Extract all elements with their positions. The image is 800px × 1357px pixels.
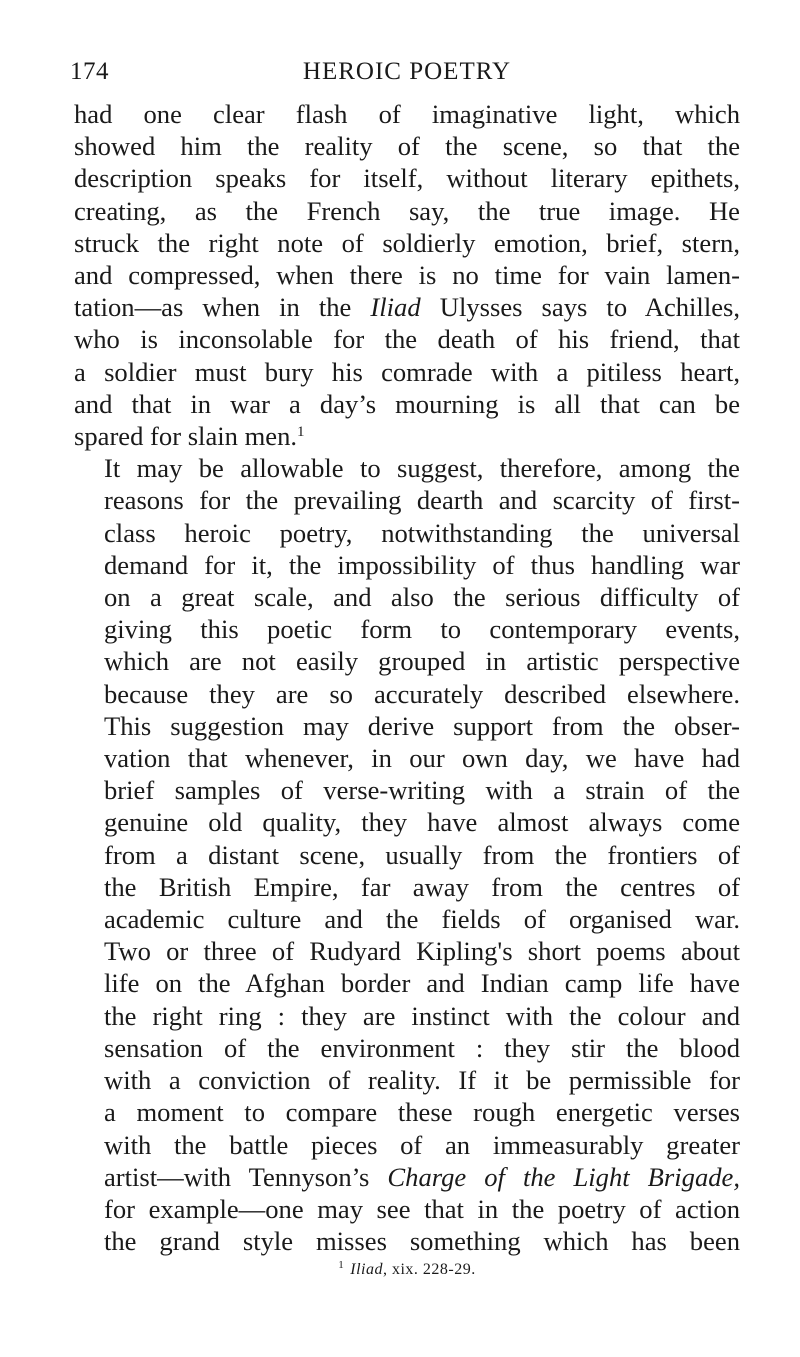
text-line: academic culture and the fields of organised war.: [104, 904, 740, 935]
text-line: Two or three of Rudyard Kipling's short poems about: [104, 936, 740, 967]
text-line: demand for it, the impossibility of thus handling war: [104, 549, 740, 580]
text-line: a soldier must bury his comrade with a pitiless heart,: [74, 356, 740, 387]
text-line: the grand style misses something which has been: [104, 1226, 740, 1257]
page-number: 174: [70, 58, 109, 85]
text-line: showed him the reality of the scene, so that the: [74, 131, 740, 162]
footnote-mark: 1: [338, 1259, 345, 1272]
footnote-source: Iliad: [350, 1261, 383, 1279]
footnote: [74, 1261, 740, 1279]
text-line: life on the Afghan border and Indian camp life have: [104, 968, 740, 999]
text-line: brief samples of verse-writing with a strain of the: [104, 775, 740, 806]
text-line: sensation of the environment : they stir the blood: [104, 1032, 740, 1063]
body-text: [74, 98, 740, 1257]
text-line: and compressed, when there is no time for vain lamen-: [74, 260, 740, 291]
text-line: vation that whenever, in our own day, we have had: [104, 743, 740, 774]
footnote-reference: 1: [297, 424, 305, 441]
text-line: reasons for the prevailing dearth and scarcity of first-: [104, 485, 740, 516]
italic-title: Charge of the Light Brigade,: [387, 1161, 740, 1192]
text-line: had one clear flash of imaginative light, which: [74, 99, 740, 129]
text-run: spared for slain men.: [74, 421, 298, 452]
text-line: [74, 291, 740, 323]
text-line: which are not easily grouped in artistic perspective: [104, 646, 740, 677]
text-line: the British Empire, far away from the centres of: [104, 871, 740, 902]
text-line: the right ring : they are instinct with the colour and: [104, 1000, 740, 1031]
text-line: with the battle pieces of an immeasurably greater: [104, 1129, 740, 1160]
paragraph-2: [74, 452, 740, 1257]
text-run: Ulysses says to Achilles,: [420, 292, 741, 323]
text-line: class heroic poetry, notwithstanding the universal: [104, 517, 740, 548]
text-run: artist—with Tennyson’s: [104, 1161, 388, 1192]
text-line: [74, 420, 740, 452]
footnote-reference-text: , xix. 228-29.: [382, 1261, 476, 1279]
running-title: HEROIC POETRY: [302, 58, 512, 85]
text-line: creating, as the French say, the true image. He: [74, 195, 740, 226]
text-line: struck the right note of soldierly emotion, brief, stern,: [74, 227, 740, 258]
text-line: [74, 1161, 740, 1193]
text-line: and that in war a day’s mourning is all that can be: [74, 388, 740, 419]
text-line: with a conviction of reality. If it be permissible for: [104, 1065, 740, 1096]
text-run: tation—as when in the: [74, 292, 371, 323]
italic-title: Iliad: [370, 292, 421, 323]
book-page: [70, 58, 741, 1279]
text-line: genuine old quality, they have almost always come: [104, 807, 740, 838]
text-line: on a great scale, and also the serious difficulty of: [104, 582, 740, 613]
text-line: It may be allowable to suggest, therefore, among the: [104, 453, 740, 484]
text-line: for example—one may see that in the poetry of action: [104, 1193, 740, 1224]
text-line: because they are so accurately described elsewhere.: [104, 678, 740, 709]
text-line: giving this poetic form to contemporary events,: [104, 614, 740, 645]
text-line: a moment to compare these rough energetic verses: [104, 1097, 740, 1128]
text-line: This suggestion may derive support from the obser-: [104, 710, 740, 741]
text-line: who is inconsolable for the death of his friend, that: [74, 324, 740, 355]
text-line: from a distant scene, usually from the frontiers of: [104, 839, 740, 870]
text-line: description speaks for itself, without literary epithets,: [74, 163, 740, 194]
running-head: [70, 58, 740, 98]
paragraph-1: [74, 98, 740, 452]
